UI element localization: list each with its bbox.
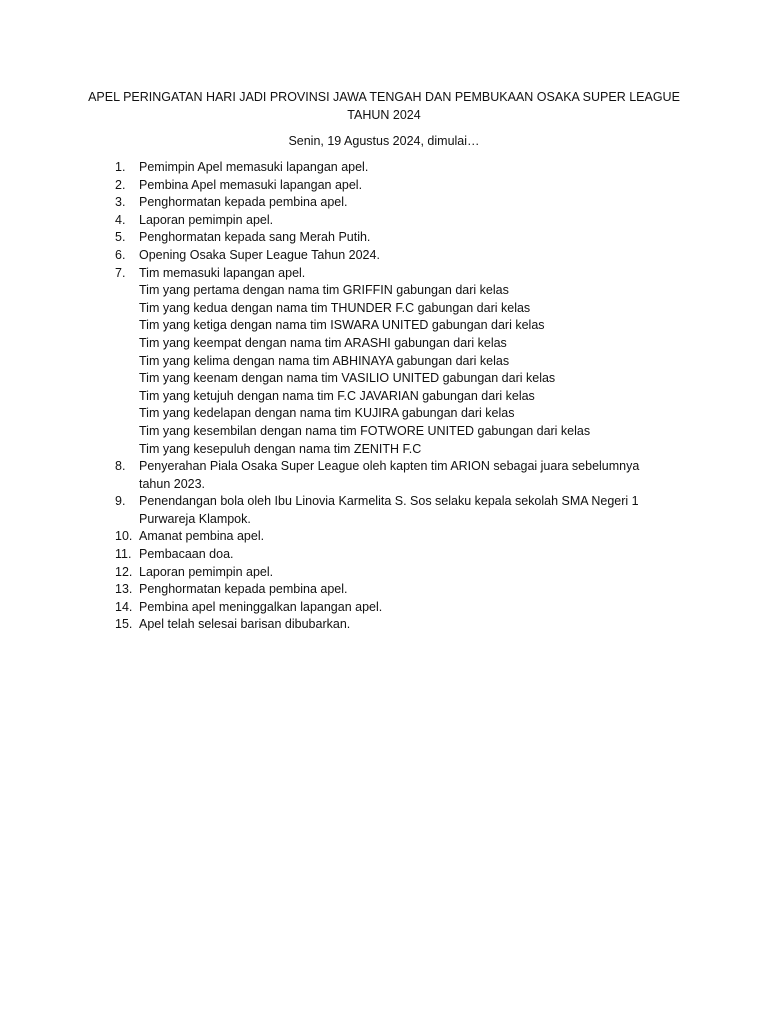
list-item-number: 4.: [115, 212, 126, 227]
list-item-number: 11.: [115, 547, 132, 562]
list-item: [105, 546, 665, 564]
list-item-text: Pembacaan doa.: [139, 547, 234, 562]
list-item-number: 15.: [115, 617, 133, 632]
list-item-number: 12.: [115, 564, 133, 579]
list-item: [105, 564, 665, 582]
list-item-text: Apel telah selesai barisan dibubarkan.: [139, 617, 351, 632]
list-item-subline: Tim yang ketujuh dengan nama tim F.C JAVARIAN gabungan dari kelas: [139, 388, 535, 403]
list-item-number: 14.: [115, 599, 133, 614]
list-item: [105, 528, 665, 546]
list-item: [105, 229, 665, 247]
list-item-number: 7.: [115, 265, 126, 280]
list-item: [105, 194, 665, 212]
list-item-number: 6.: [115, 247, 126, 262]
list-item: [105, 265, 665, 459]
list-item: [105, 159, 665, 177]
title-line-2: TAHUN 2024: [347, 108, 421, 122]
list-item-text: Laporan pemimpin apel.: [139, 212, 274, 227]
list-item-number: 3.: [115, 195, 126, 210]
list-item-number: 8.: [115, 459, 126, 474]
list-item-text: Opening Osaka Super League Tahun 2024.: [139, 247, 380, 262]
list-item: [105, 616, 665, 634]
list-item-subline: Tim yang kesembilan dengan nama tim FOTWORE UNITED gabungan dari kelas: [139, 423, 591, 438]
list-item-number: 2.: [115, 177, 126, 192]
list-item-number: 5.: [115, 230, 126, 245]
list-item-subline: Tim yang kedelapan dengan nama tim KUJIRA gabungan dari kelas: [139, 406, 515, 421]
list-item-number: 13.: [115, 582, 133, 597]
list-item-number: 1.: [115, 160, 126, 174]
list-item: [105, 212, 665, 230]
list-item-text: Pembina apel meninggalkan lapangan apel.: [139, 599, 383, 614]
list-item-subline: Tim yang ketiga dengan nama tim ISWARA UNITED gabungan dari kelas: [139, 318, 545, 333]
date-line: Senin, 19 Agustus 2024, dimulai…: [288, 134, 480, 148]
list-item-text: Pemimpin Apel memasuki lapangan apel.: [139, 160, 369, 174]
list-item-text: Penghormatan kepada pembina apel.: [139, 195, 348, 210]
list-item-text: Penghormatan kepada pembina apel.: [139, 582, 348, 597]
list-item-text: Pembina Apel memasuki lapangan apel.: [139, 177, 363, 192]
list-item: [105, 177, 665, 195]
list-item: [105, 599, 665, 617]
list-item-subline: Tim yang pertama dengan nama tim GRIFFIN gabungan dari kelas: [139, 283, 509, 298]
list-item-subline: Tim yang keempat dengan nama tim ARASHI gabungan dari kelas: [139, 335, 507, 350]
list-item: [105, 458, 665, 493]
list-item-text: Amanat pembina apel.: [139, 529, 265, 544]
title-line-1: APEL PERINGATAN HARI JADI PROVINSI JAWA TENGAH DAN PEMBUKAAN OSAKA SUPER LEAGUE: [88, 90, 680, 104]
list-item-subline: tahun 2023.: [139, 476, 206, 491]
list-item: [105, 247, 665, 265]
list-item: [105, 581, 665, 599]
list-item-text: Tim memasuki lapangan apel.: [139, 265, 306, 280]
agenda-list: [105, 159, 665, 634]
list-item-subline: Tim yang kesepuluh dengan nama tim ZENITH F.C: [139, 441, 422, 456]
list-item-subline: Tim yang keenam dengan nama tim VASILIO UNITED gabungan dari kelas: [139, 371, 556, 386]
list-item-text: Penghormatan kepada sang Merah Putih.: [139, 230, 371, 245]
list-item-subline: Tim yang kelima dengan nama tim ABHINAYA gabungan dari kelas: [139, 353, 510, 368]
list-item-number: 9.: [115, 494, 126, 509]
list-item-number: 10.: [115, 529, 133, 544]
list-item-subline: Purwareja Klampok.: [139, 511, 251, 526]
list-item-text: Penyerahan Piala Osaka Super League oleh kapten tim ARION sebagai juara sebelumnya: [139, 459, 640, 474]
list-item-text: Penendangan bola oleh Ibu Linovia Karmelita S. Sos selaku kepala sekolah SMA Negeri 1: [139, 494, 639, 509]
list-item: [105, 493, 665, 528]
list-item-subline: Tim yang kedua dengan nama tim THUNDER F.C gabungan dari kelas: [139, 300, 531, 315]
list-item-text: Laporan pemimpin apel.: [139, 564, 274, 579]
document-title: [60, 88, 708, 124]
